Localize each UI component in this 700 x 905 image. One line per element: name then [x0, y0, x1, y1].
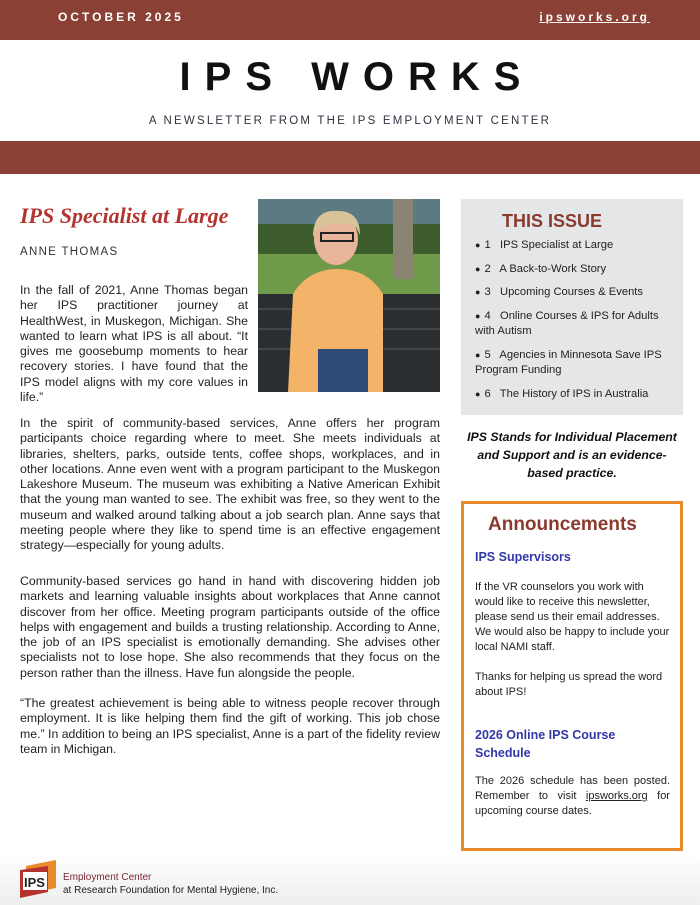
toc-item[interactable]	[475, 262, 673, 278]
toc-label: Agencies in Minnesota Save IPS Program Funding	[475, 348, 662, 376]
course-schedule-heading: 2026 Online IPS Course Schedule	[475, 728, 616, 760]
toc-number: 1	[484, 239, 491, 251]
course-schedule-text	[475, 774, 670, 819]
tagline: A NEWSLETTER FROM THE IPS EMPLOYMENT CENTER	[148, 115, 552, 127]
schedule-text-part: for upcoming course dates.	[475, 790, 670, 817]
toc-number: 3	[484, 286, 491, 298]
article-author: ANNE THOMAS	[20, 246, 119, 258]
author-photo	[258, 199, 440, 392]
toc-item[interactable]	[475, 285, 673, 301]
article-paragraph: In the fall of 2021, Anne Thomas began her IPS practitioner journey at HealthWest, in Muskegon, Michigan. She wanted to learn what IPS is all about. “It gives me goosebump moments to hear recovery stories. I have found that the IPS model aligns with my core values in life.”	[20, 283, 248, 405]
this-issue-box	[461, 199, 683, 415]
top-bar	[0, 0, 700, 40]
thanks-text: Thanks for helping us spread the word about IPS!	[475, 671, 663, 698]
footer-line-1: Employment Center	[63, 872, 152, 883]
ipsworks-link[interactable]: ipsworks.org	[585, 790, 648, 802]
toc-label: A Back-to-Work Story	[499, 262, 607, 275]
toc-number: 2	[484, 262, 491, 275]
issue-date: OCTOBER 2025	[58, 10, 184, 24]
bullet-icon: ●	[475, 388, 481, 399]
schedule-text-part: The 2026 schedule has been posted. Remember to visit	[475, 775, 670, 802]
toc-item[interactable]	[475, 348, 673, 379]
bullet-icon: ●	[475, 349, 481, 360]
masthead: IPS WORKS	[179, 55, 535, 99]
article-title: IPS Specialist at Large	[20, 203, 229, 228]
supervisors-text: If the VR counselors you work with would like to receive this newsletter, please send us their email addresses. We would also be happy to include your local NAMI staff.	[475, 581, 670, 653]
toc-number: 5	[484, 348, 491, 361]
bullet-icon: ●	[475, 263, 481, 274]
toc-item[interactable]	[475, 309, 673, 340]
toc-item[interactable]	[475, 238, 673, 254]
toc-number: 6	[484, 387, 491, 400]
article-paragraph: Community-based services go hand in hand with discovering hidden job markets and learning valuable insights about workplaces that Anne cannot discover from her office. Meeting program participants outside of the office helps with engagement and builds a trusting relationship. According to Anne, the job of an IPS specialist is emotionally demanding. She advises other specialists not to lose hope. She also recommends that they focus on the person rather than the illness. Have fun alongside the people.	[20, 574, 440, 680]
ips-definition: IPS Stands for Individual Placement and Support and is an evidence-based practice.	[467, 430, 677, 480]
toc-label: Upcoming Courses & Events	[500, 286, 644, 298]
bullet-icon: ●	[475, 287, 481, 297]
toc-number: 4	[484, 309, 491, 322]
toc-label: Online Courses & IPS for Adults with Autism	[475, 309, 659, 337]
bullet-icon: ●	[475, 310, 481, 321]
header-band	[0, 141, 700, 174]
toc-label: IPS Specialist at Large	[500, 239, 614, 251]
footer-line-2: at Research Foundation for Mental Hygiene, Inc.	[63, 885, 279, 896]
svg-text:IPS: IPS	[24, 875, 45, 890]
article-paragraph: In the spirit of community-based services, Anne offers her program participants choice regarding where to meet. She meets individuals at libraries, shelters, parks, outside tents, coffee shops, workplaces, and in other locations. Anne even went with a program participant to the Muskegon Lakeshore Museum. The museum was exhibiting a Native American Exhibit that the young man wanted to see. The exhibit was free, so they went to the museum and walked around talking about a job search plan. Anne says that meeting people where they like to spend time is an effective engagement strategy—especially for young adults.	[20, 416, 440, 553]
supervisors-heading: IPS Supervisors	[475, 550, 571, 564]
this-issue-heading: THIS ISSUE	[502, 211, 603, 231]
toc-label: The History of IPS in Australia	[499, 387, 649, 400]
announcements-box	[461, 501, 683, 851]
toc-item[interactable]	[475, 387, 673, 403]
website-link[interactable]: ipsworks.org	[539, 10, 650, 24]
announcements-heading: Announcements	[488, 514, 637, 535]
footer	[0, 852, 700, 905]
article-paragraph: “The greatest achievement is being able to witness people recover through employment. It is like helping them find the gift of working. This job chose me.” In addition to being an IPS specialist, Anne is a part of the fidelity review team in Michigan.	[20, 696, 440, 756]
bullet-icon: ●	[475, 240, 481, 250]
ips-logo	[18, 860, 60, 898]
